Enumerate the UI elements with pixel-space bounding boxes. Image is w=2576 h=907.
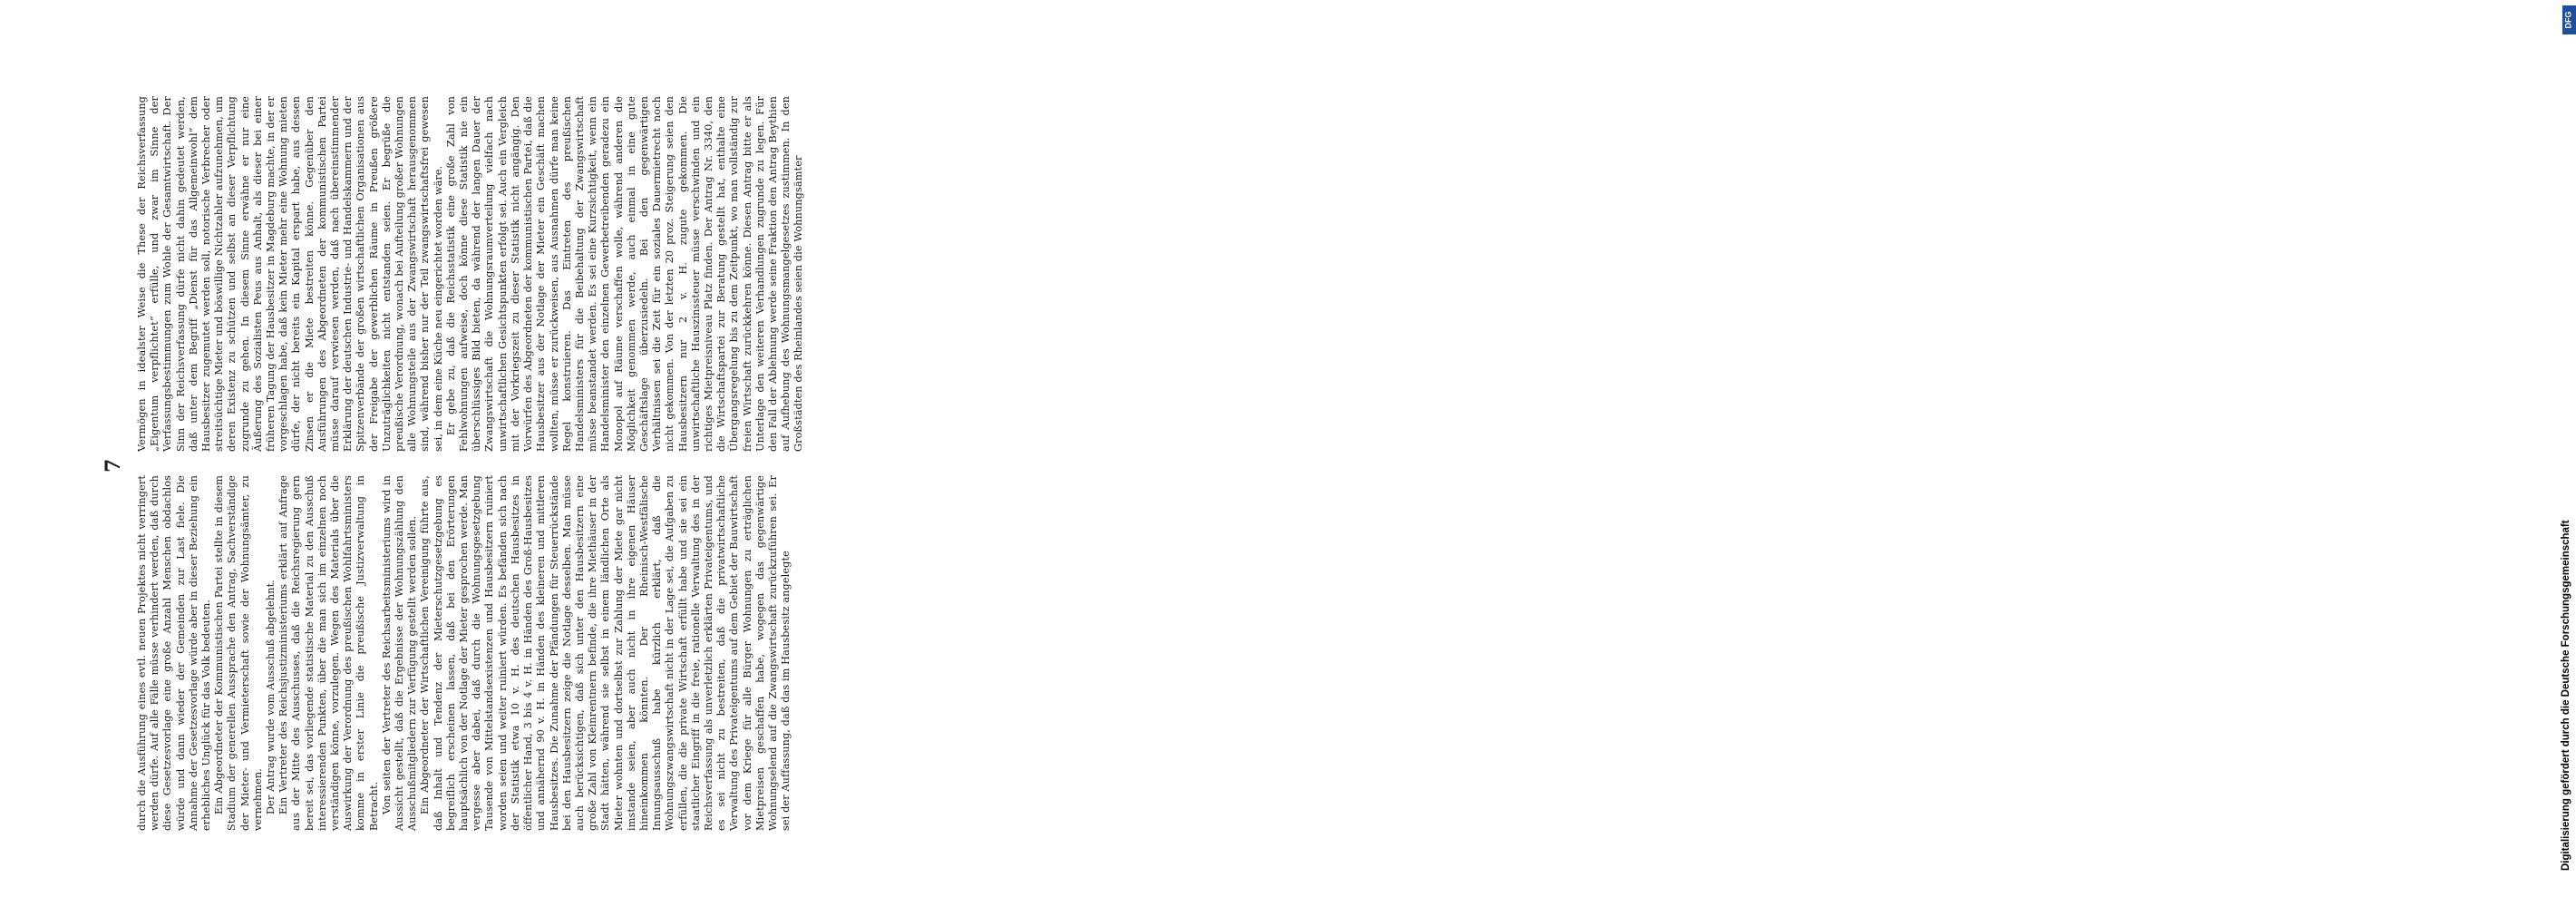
paragraph: Er gebe zu, daß die Reichsstatistik eine große Zahl von Fehlwohnungen aufweise, doch könne diese Statistik nie ein überschlüssiges Bild bieten, da während der langen Dauer der Zwangswirtschaft die Wohnungsraumverteilung vielfach nach unwirtschaftlichen Gesichtspunkten erfolgt sei. Auch ein Vergleich mit der Vorkriegszeit zu dieser Statistik nicht angängig. Den Vorwürfen des Abgeordneten der kommunistischen Partei, daß die Hausbesitzer aus der Notlage der Mieter ein Geschäft machen wollten, müsse er zurückweisen, aus Ausnahmen dürfe man keine Regel konstruieren. Das Eintreten des preußischen Handelsministers für die Beibehaltung der Zwangswirtschaft müsse beanstandet werden. Es sei eine Kurzsichtigkeit, wenn ein Handelsminister den einzelnen Gewerbetreibenden geradezu ein Monopol auf Räume verschaffen wolle, während anderen die Möglichkeit genommen werde, auch einmal in eine gute Geschäftslage überzusiedeln. Bei den gegenwärtigen Verhältnissen sei die Zeit für ein soziales Dauermietrecht noch nicht gekommen. Von der letzten 20 proz. Steigerung seien den Hausbesitzern nur 2 v. H. zugute gekommen. Die unwirtschaftliche Hauszinssteuer müsse verschwinden und ein richtiges Mietpreisniveau Platz finden. Der Antrag Nr. 3340, den die Wirtschaftspartei zur Beratung gestellt hat, enthalte eine Übergangsregelung bis zu dem Zeitpunkt, wo man vollständig zur freien Wirtschaft zurückkehren könne. Diesen Antrag bitte er als Unterlage den weiteren Verhandlungen zugrunde zu legen. Für den Fall der Ablehnung werde seine Fraktion den Antrag Beythien auf Aufhebung des Wohnungsmangelgesetzes zustimmen. In den Großstädten des Rheinlandes seien die Wohnungsämter <box>444 96 805 452</box>
text-column-right <box>136 96 806 452</box>
paragraph: Ein Vertreter des Reichsjustizministeriums erklärt auf Anfrage aus der Mitte des Ausschusses, daß die Reichsregierung gern bereit sei, das vorliegende statistische Material zu den Ausschuß interessierenden Punkten, über die man sich im einzelnen noch verständigen könne, vorzulegen. Wegen des Materials über die Auswirkung der Verordnung des preußischen Wohlfahrtsministers komme in erster Linie die preußische Justizverwaltung in Betracht. <box>277 475 380 831</box>
credit-sidebar <box>1277 0 2573 907</box>
page-number: 7 <box>102 458 125 473</box>
rotated-page-content <box>91 87 1161 840</box>
paragraph: Ein Abgeordneter der Kommunistischen Partei stellte in diesem Stadium der generellen Aussprache den Antrag, Sachverständige der Mieter- und Vermieterschaft sowie der Wohnungsämter, zu vernehmen. <box>213 475 264 831</box>
paragraph: durch die Ausführung eines evtl. neuen Projektes nicht verringert werden dürfe. Auf alle Fälle müsse verhindert werden, daß durch diese Gesetzesvorlage eine große Anzahl Menschen obdachlos würde und dann wieder der Gemeinden zur Last fiele. Die Annahme der Gesetzesvorlage würde aber in dieser Beziehung ein erhebliches Unglück für das Volk bedeuten. <box>136 475 213 831</box>
scanned-page <box>91 87 1161 840</box>
dfg-logo: DFG <box>2562 5 2576 34</box>
paragraph: Ein Abgeordneter der Wirtschaftlichen Vereinigung führte aus, daß Inhalt und Tendenz der Mieterschutzgesetzgebung es begreiflich erscheinen lassen, daß bei den Erörterungen hauptsächlich von der Notlage der Mieter gesprochen werde. Man vergesse aber dabei, daß durch die Wohnungsgesetzgebung Tausende von Mittelstandsexistenzen und Hausbesitzern ruiniert worden seien und weiter ruiniert würden. Es befänden sich nach der Statistik etwa 10 v. H. des deutschen Hausbesitzes in öffentlicher Hand, 3 bis 4 v. H. in Händen des Groß-Hausbesitzes und annähernd 90 v. H. in Händen des kleineren und mittleren Hausbesitzes. Die Zunahme der Pfändungen für Steuerrückstände bei den Hausbesitzern zeige die Notlage desselben. Man müsse auch berücksichtigen, daß sich unter den Hausbesitzern eine große Zahl von Kleinrentnern befinde, die ihre Miethäuser in der Stadt hätten, während sie selbst in einem ländlichen Orte als Mieter wohnten und dortselbst zur Zahlung der Miete gar nicht imstande seien, aber auch nicht in ihre eigenen Häuser hineinkommen könnten. Der Rheinisch-Westfälische Innungsausschuß habe kürzlich erklärt, daß die Wohnungszwangswirtschaft nicht in der Lage sei, die Aufgaben zu erfüllen, die die private Wirtschaft erfüllt habe und sie sei ein staatlicher Eingriff in die freie, rationelle Verwaltung des in der Reichsverfassung als unverletzlich erklärten Privateigentums, und es sei nicht zu bestreiten, daß die privatwirtschaftliche Verwaltung des Privateigentums auf dem Gebiet der Bauwirtschaft vor dem Kriege für alle Bürger Wohnungen zu erträglichen Mietpreisen geschaffen habe, wogegen das gegenwärtige Wohnungselend auf die Zwangswirtschaft zurückzuführen sei. Er sei der Auffassung, daß das im Hausbesitz angelegte <box>419 475 792 831</box>
paragraph: Vermögen in idealster Weise die These der Reichsverfassung „Eigentum verpflichtet“ erfülle, und zwar im Sinne der Verfassungsbestimmungen zum Wohle der Gesamtwirtschaft. Der Sinn der Reichsverfassung dürfe nicht dahin gedeutet werden, daß unter dem Begriff „Dienst für das Allgemeinwohl“ dem Hausbesitzer zugemutet werden soll, notorische Verbrecher oder streitsüchtige Mieter und böswillige Nichtzahler aufzunehmen, um deren Existenz zu schützen und selbst an dieser Verpflichtung zugrunde zu gehen. In diesem Sinne erwähne er nur eine Äußerung des Sozialisten Peus aus Anhalt, als dieser bei einer früheren Tagung der Hausbesitzer in Magdeburg machte, in der er vorgeschlagen habe, daß kein Mieter mehr eine Wohnung mieten dürfe, der nicht bereits ein Kapital erspart habe, aus dessen Zinsen er die Miete bestreiten könne. Gegenüber den Ausführungen des Abgeordneten der kommunistischen Partei müsse darauf verwiesen werden, daß nach übereinstimmender Erklärung der deutschen Industrie- und Handelskammern und der Spitzenverbände der großen wirtschaftlichen Organisationen aus der Freigabe der gewerblichen Räume in Preußen größere Unzuträglichkeiten nicht entstanden seien. Er begrüße die preußische Verordnung, wonach bei Aufteilung großer Wohnungen alle Wohnungsteile aus der Zwangswirtschaft herausgenommen sind, während bisher nur der Teil zwangswirtschaftsfrei gewesen sei, in dem eine Küche neu eingerichtet worden wäre. <box>136 96 444 452</box>
text-column-left <box>136 475 792 831</box>
paragraph: Von seiten der Vertreter des Reichsarbeitsministeriums wird in Aussicht gestellt, daß die Ergebnisse der Wohnungszählung den Ausschußmitgliedern zur Verfügung gestellt werden sollen. <box>380 475 419 831</box>
digitization-credit: Digitalisierung gefördert durch die Deutsche Forschungsgemeinschaft <box>2561 520 2571 871</box>
paragraph: Der Antrag wurde vom Ausschuß abgelehnt. <box>265 580 277 814</box>
